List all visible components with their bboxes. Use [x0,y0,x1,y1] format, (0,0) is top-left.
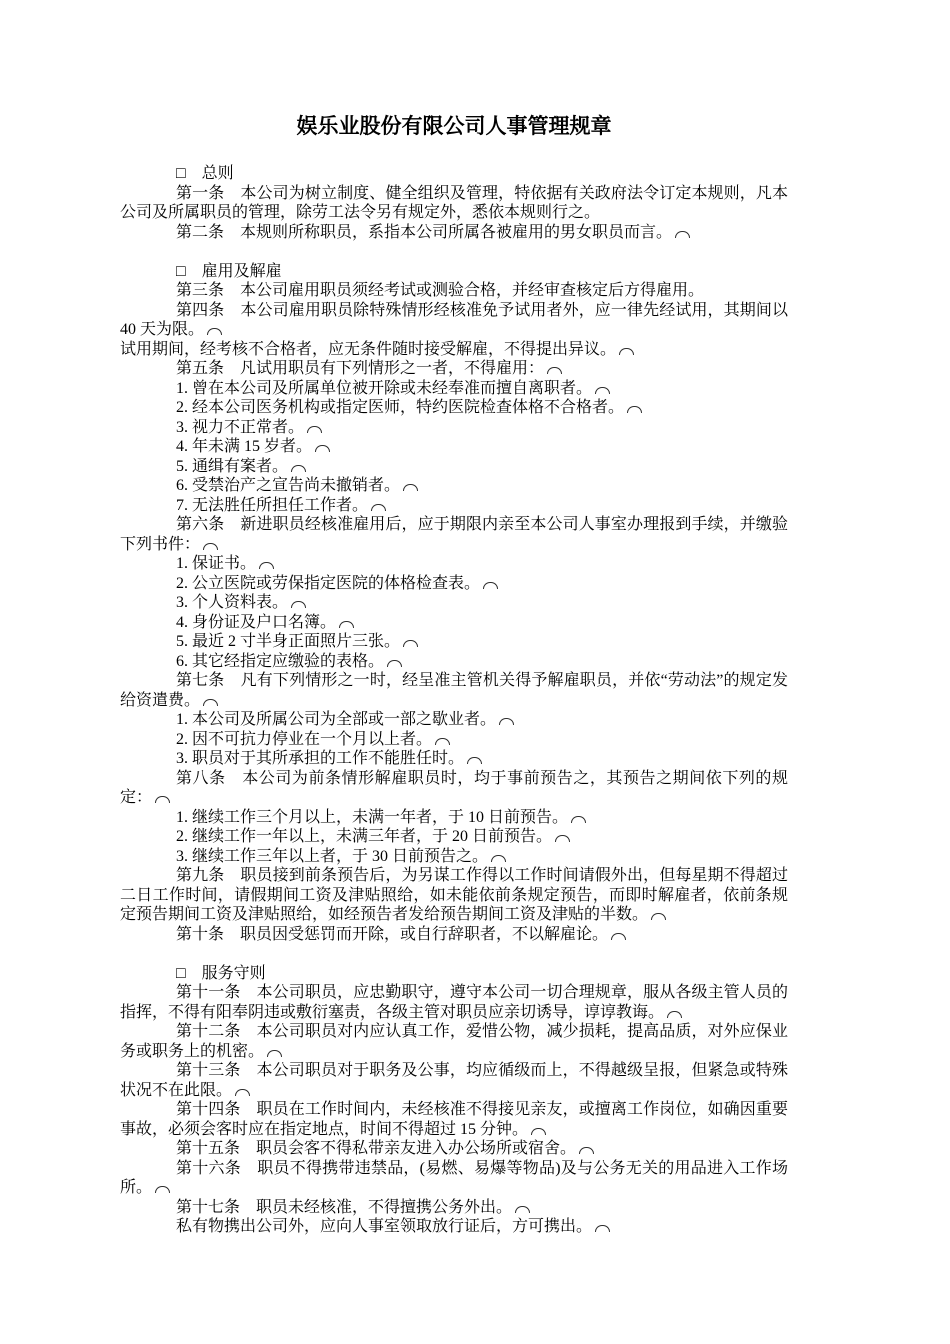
document-body [120,164,788,1237]
section-heading [120,164,788,184]
soft-return-mark-icon [203,543,218,550]
paragraph [120,613,788,633]
paragraph [120,418,788,438]
paragraph-text: 私有物携出公司外，应向人事室领取放行证后，方可携出。 [176,1218,593,1235]
paragraph [120,1139,788,1159]
soft-return-mark-icon [499,718,514,725]
paragraph [120,1198,788,1218]
section-heading [120,964,788,984]
paragraph [120,574,788,594]
paragraph [120,554,788,574]
paragraph-text: □ 雇用及解雇 [176,262,282,280]
paragraph-text: 第一条 本公司为树立制度、健全组织及管理，特依据有关政府法令订定本规则，凡本公司及所属职员的管理，除劳工法令另有规定外，悉依本规则行之。 [120,184,788,221]
paragraph-text: 7. 无法胜任所担任工作者。 [176,496,369,514]
soft-return-mark-icon [291,465,306,472]
soft-return-mark-icon [571,816,586,823]
soft-return-mark-icon [155,1186,170,1193]
soft-return-mark-icon [207,328,222,335]
paragraph-text: 第八条 本公司为前条情形解雇职员时，均于事前预告之，其预告之期间依下列的规定： [120,769,788,806]
soft-return-mark-icon [387,660,402,667]
paragraph-text: 2. 公立医院或劳保指定医院的体格检查表。 [176,574,481,592]
paragraph [120,184,788,223]
soft-return-mark-icon [579,1147,594,1154]
paragraph [120,457,788,477]
paragraph [120,983,788,1022]
blank-line [120,944,788,964]
paragraph-text: 第十二条 本公司职员对内应认真工作，爱惜公物，减少损耗，提高品质，对外应保业务或职务上的机密。 [120,1023,788,1060]
paragraph [120,671,788,710]
paragraph-text: 第九条 职员接到前条预告后，为另谋工作得以工作时间请假外出，但每星期不得超过二日工作时间，请假期间工资及津贴照给，如未能依前条规定预告，而即时解雇者，依前条规定预告期间工资及津贴照给，如经预告者发给预告期间工资及津贴的半数。 [120,867,788,923]
paragraph-text: 第四条 本公司雇用职员除特殊情形经核准免予试用者外，应一律先经试用，其期间以40 天为限。 [120,301,788,338]
paragraph-text: 第十三条 本公司职员对于职务及公事，均应循级而上，不得越级呈报，但紧急或特殊状况不在此限。 [120,1062,788,1099]
soft-return-mark-icon [547,367,562,374]
paragraph-text: 第十一条 本公司职员，应忠勤职守，遵守本公司一切合理规章，服从各级主管人员的指挥，不得有阳奉阴违或敷衍塞责，各级主管对职员应亲切诱导，谆谆教诲。 [120,984,788,1021]
paragraph-text: 1. 继续工作三个月以上，未满一年者，于 10 日前预告。 [176,808,569,826]
paragraph-text: 1. 保证书。 [176,555,257,572]
soft-return-mark-icon [595,387,610,394]
paragraph-text: 4. 年未满 15 岁者。 [176,438,313,455]
paragraph-text: 5. 最近 2 寸半身正面照片三张。 [176,633,401,650]
soft-return-mark-icon [555,835,570,842]
paragraph [120,359,788,379]
soft-return-mark-icon [467,757,482,764]
paragraph-text: □ 服务守则 [176,964,266,982]
paragraph-text: 5. 通缉有案者。 [176,457,289,475]
paragraph [120,379,788,399]
paragraph-text: 第五条 凡试用职员有下列情形之一者，不得雇用： [176,360,545,377]
paragraph-text: 2. 经本公司医务机构或指定医师，特约医院检查体格不合格者。 [176,399,625,416]
paragraph [120,710,788,730]
soft-return-mark-icon [403,484,418,491]
paragraph [120,827,788,847]
paragraph [120,1061,788,1100]
soft-return-mark-icon [315,445,330,452]
paragraph-text: 第六条 新进职员经核准雇用后，应于期限内亲至本公司人事室办理报到手续，并缴验下列书件： [120,516,788,553]
soft-return-mark-icon [203,699,218,706]
soft-return-mark-icon [403,640,418,647]
paragraph-text: 3. 继续工作三年以上者，于 30 日前预告之。 [176,847,489,865]
soft-return-mark-icon [531,1128,546,1135]
soft-return-mark-icon [235,1089,250,1096]
section-heading [120,262,788,282]
paragraph [120,1100,788,1139]
paragraph-text: 6. 受禁治产之宣告尚未撤销者。 [176,477,401,494]
paragraph [120,925,788,945]
paragraph-text: 第十七条 职员未经核准，不得擅携公务外出。 [176,1198,513,1216]
paragraph-text: 2. 继续工作一年以上，未满三年者，于 20 日前预告。 [176,828,553,845]
paragraph-text: 第七条 凡有下列情形之一时，经呈准主管机关得予解雇职员，并依“劳动法”的规定发给资遣费。 [120,672,788,709]
soft-return-mark-icon [371,504,386,511]
paragraph [120,223,788,243]
paragraph-text: 6. 其它经指定应缴验的表格。 [176,652,385,670]
paragraph-text: 试用期间，经考核不合格者，应无条件随时接受解雇，不得提出异议。 [120,340,617,358]
soft-return-mark-icon [619,348,634,355]
paragraph-text: 2. 因不可抗力停业在一个月以上者。 [176,730,433,748]
paragraph [120,437,788,457]
paragraph [120,1159,788,1198]
paragraph [120,730,788,750]
paragraph-text: 3. 个人资料表。 [176,594,289,611]
paragraph [120,847,788,867]
paragraph [120,866,788,925]
blank-line [120,242,788,262]
soft-return-mark-icon [651,913,666,920]
soft-return-mark-icon [435,738,450,745]
paragraph-text: 3. 视力不正常者。 [176,418,305,436]
paragraph [120,281,788,301]
paragraph-text: □ 总则 [176,165,234,182]
paragraph [120,632,788,652]
soft-return-mark-icon [595,1225,610,1232]
paragraph [120,515,788,554]
soft-return-mark-icon [611,933,626,940]
paragraph-text: 3. 职员对于其所承担的工作不能胜任时。 [176,750,465,767]
soft-return-mark-icon [491,855,506,862]
paragraph [120,1217,788,1237]
paragraph [120,340,788,360]
paragraph [120,652,788,672]
paragraph-text: 1. 本公司及所属公司为全部或一部之歇业者。 [176,711,497,728]
paragraph [120,1022,788,1061]
paragraph [120,749,788,769]
paragraph [120,808,788,828]
soft-return-mark-icon [291,601,306,608]
soft-return-mark-icon [307,426,322,433]
paragraph [120,496,788,516]
soft-return-mark-icon [339,621,354,628]
paragraph [120,593,788,613]
soft-return-mark-icon [267,1050,282,1057]
paragraph [120,398,788,418]
soft-return-mark-icon [667,1011,682,1018]
soft-return-mark-icon [675,231,690,238]
paragraph-text: 第十六条 职员不得携带违禁品，(易燃、易爆等物品)及与公务无关的用品进入工作场所。 [120,1159,788,1196]
paragraph-text: 第十条 职员因受惩罚而开除，或自行辞职者，不以解雇论。 [176,925,609,943]
paragraph-text: 第二条 本规则所称职员，系指本公司所属各被雇用的男女职员而言。 [176,223,673,241]
soft-return-mark-icon [483,582,498,589]
paragraph-text: 第十五条 职员会客不得私带亲友进入办公场所或宿舍。 [176,1140,577,1157]
paragraph-text: 1. 曾在本公司及所属单位被开除或未经奉准而擅自离职者。 [176,379,593,397]
soft-return-mark-icon [515,1206,530,1213]
paragraph-text: 4. 身份证及户口名簿。 [176,613,337,631]
soft-return-mark-icon [627,406,642,413]
soft-return-mark-icon [155,796,170,803]
paragraph [120,476,788,496]
soft-return-mark-icon [259,562,274,569]
document-title: 娱乐业股份有限公司人事管理规章 [296,115,612,138]
paragraph-text: 第十四条 职员在工作时间内，未经核准不得接见亲友，或擅离工作岗位，如确因重要事故，必须会客时应在指定地点，时间不得超过 15 分钟。 [120,1101,788,1138]
paragraph-text: 第三条 本公司雇用职员须经考试或测验合格，并经审查核定后方得雇用。 [176,282,705,299]
paragraph [120,769,788,808]
paragraph [120,301,788,340]
